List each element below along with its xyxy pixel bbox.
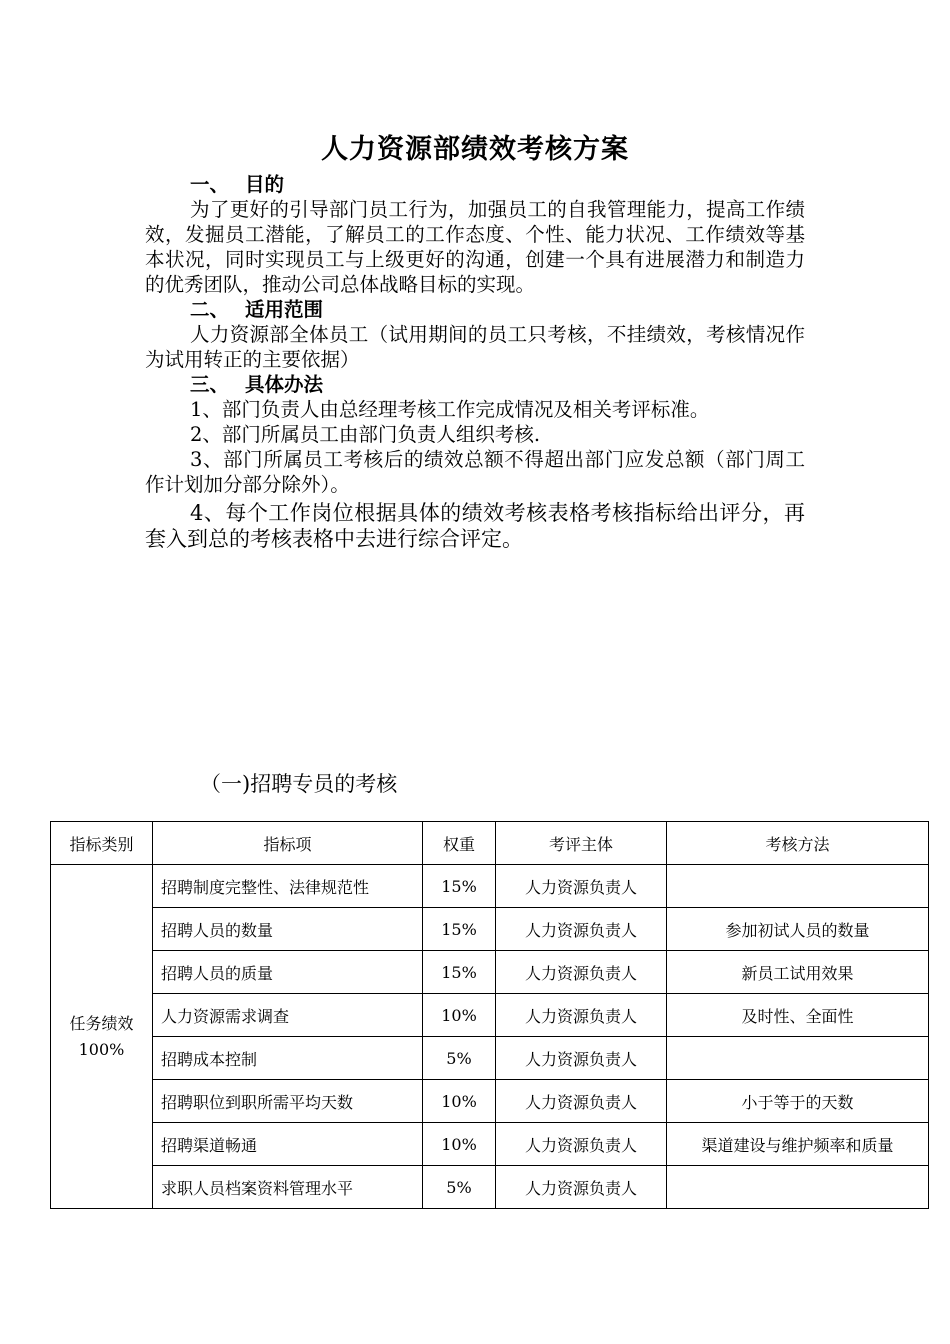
evaluator-cell: 人力资源负责人 [496,951,667,994]
section-heading-methods [145,372,805,397]
section-heading-scope [145,297,805,322]
table-row [51,1080,929,1123]
evaluator-cell: 人力资源负责人 [496,994,667,1037]
recruiter-assessment-table [50,821,929,1209]
paragraph-method-3: 3、部门所属员工考核后的绩效总额不得超出部门应发总额（部门周工作计划加分部分除外）。 [145,448,805,496]
paragraph-method-4: 4、每个工作岗位根据具体的绩效考核表格考核指标给出评分，再套入到总的考核表格中去进行综合评定。 [145,501,805,551]
item-cell: 求职人员档案资料管理水平 [153,1166,423,1209]
document-body [145,172,805,552]
item-cell: 招聘人员的数量 [153,908,423,951]
method-cell: 及时性、全面性 [667,994,929,1037]
item-cell: 招聘职位到职所需平均天数 [153,1080,423,1123]
category-label: 任务绩效 [69,1013,134,1033]
weight-cell: 10% [423,1123,496,1166]
section-title: 目的 [245,173,285,196]
evaluator-cell: 人力资源负责人 [496,1123,667,1166]
section-heading-purpose [145,172,805,197]
method-cell [667,865,929,908]
weight-cell: 10% [423,1080,496,1123]
method-cell [667,1037,929,1080]
header-method: 考核方法 [667,822,929,865]
table-row [51,951,929,994]
method-cell: 渠道建设与维护频率和质量 [667,1123,929,1166]
weight-cell: 5% [423,1166,496,1209]
section-title: 适用范围 [245,298,324,321]
header-item: 指标项 [153,822,423,865]
table-row [51,908,929,951]
method-cell [667,1166,929,1209]
evaluator-cell: 人力资源负责人 [496,908,667,951]
section-title: 具体办法 [245,373,324,396]
section-number: 二、 [190,298,230,321]
item-cell: 人力资源需求调查 [153,994,423,1037]
item-cell: 招聘人员的质量 [153,951,423,994]
section-number: 一、 [190,173,230,196]
category-weight: 100% [78,1039,125,1059]
table-row [51,1123,929,1166]
table-header-row [51,822,929,865]
paragraph-purpose: 为了更好的引导部门员工行为，加强员工的自我管理能力，提高工作绩效，发掘员工潜能，了解员工的工作态度、个性、能力状况、工作绩效等基本状况，同时实现员工与上级更好的沟通，创建一个具有进展潜力和制造力的优秀团队，推动公司总体战略目标的实现。 [145,198,805,296]
item-cell: 招聘制度完整性、法律规范性 [153,865,423,908]
method-cell: 新员工试用效果 [667,951,929,994]
evaluator-cell: 人力资源负责人 [496,865,667,908]
weight-cell: 10% [423,994,496,1037]
evaluator-cell: 人力资源负责人 [496,1166,667,1209]
table-title: （一)招聘专员的考核 [200,772,398,796]
weight-cell: 15% [423,865,496,908]
header-category: 指标类别 [51,822,153,865]
header-weight: 权重 [423,822,496,865]
page-title: 人力资源部绩效考核方案 [321,134,629,165]
weight-cell: 5% [423,1037,496,1080]
paragraph-method-2: 2、部门所属员工由部门负责人组织考核. [190,423,541,446]
method-cell: 小于等于的天数 [667,1080,929,1123]
weight-cell: 15% [423,951,496,994]
category-cell [51,865,153,1209]
paragraph-method-1: 1、部门负责人由总经理考核工作完成情况及相关考评标准。 [190,398,710,421]
evaluator-cell: 人力资源负责人 [496,1080,667,1123]
item-cell: 招聘成本控制 [153,1037,423,1080]
table-row [51,1037,929,1080]
table-row [51,1166,929,1209]
item-cell: 招聘渠道畅通 [153,1123,423,1166]
paragraph-scope: 人力资源部全体员工（试用期间的员工只考核，不挂绩效，考核情况作为试用转正的主要依据） [145,323,805,371]
header-evaluator: 考评主体 [496,822,667,865]
table-row [51,865,929,908]
table-row [51,994,929,1037]
method-cell: 参加初试人员的数量 [667,908,929,951]
evaluator-cell: 人力资源负责人 [496,1037,667,1080]
weight-cell: 15% [423,908,496,951]
section-number: 三、 [190,373,230,396]
